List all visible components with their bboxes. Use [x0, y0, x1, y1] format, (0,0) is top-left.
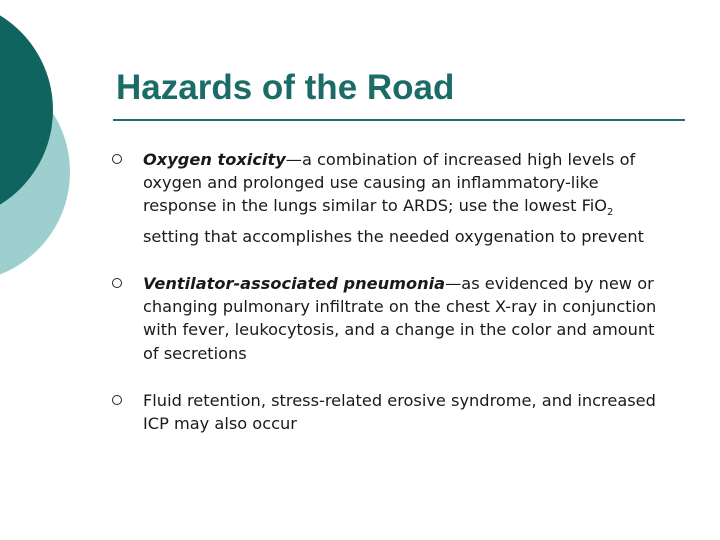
- bullet-text: Fluid retention, stress-related erosive syndrome, and increased ICP may also occur: [143, 390, 656, 434]
- bullet-lead: Oxygen toxicity: [143, 150, 286, 169]
- bullet-oxygen-toxicity: [112, 148, 672, 248]
- bullet-body: —a combination of increased high levels of oxygen and prolonged use causing an inflammatory-like response in the lungs similar to ARDS; use the lowest Fi: [143, 150, 636, 216]
- formula-o: O: [594, 196, 608, 216]
- bullet-body: —as evidenced by new or changing pulmonary infiltrate on the chest X-ray in conjunction with fever, leukocytosis, and a change in the color and amount of secretions: [143, 274, 657, 363]
- bullet-lead: Ventilator-associated pneumonia: [143, 274, 446, 294]
- decorative-circles: [0, 0, 120, 300]
- bullet-ventilator-pneumonia: [112, 272, 672, 365]
- formula-subscript: 2: [607, 207, 614, 219]
- slide-title: Hazards of the Road: [116, 68, 455, 107]
- bullet-list: [112, 148, 672, 435]
- bullet-circle-icon: [112, 154, 122, 164]
- bullet-text: [143, 148, 672, 248]
- bullet-body-continued: setting that accomplishes the needed oxygenation to prevent: [143, 226, 644, 246]
- title-divider: [113, 119, 685, 121]
- bullet-circle-icon: [112, 278, 122, 288]
- bullet-text: [143, 272, 672, 365]
- bullet-fluid-retention: [112, 389, 672, 435]
- bullet-circle-icon: [112, 395, 122, 405]
